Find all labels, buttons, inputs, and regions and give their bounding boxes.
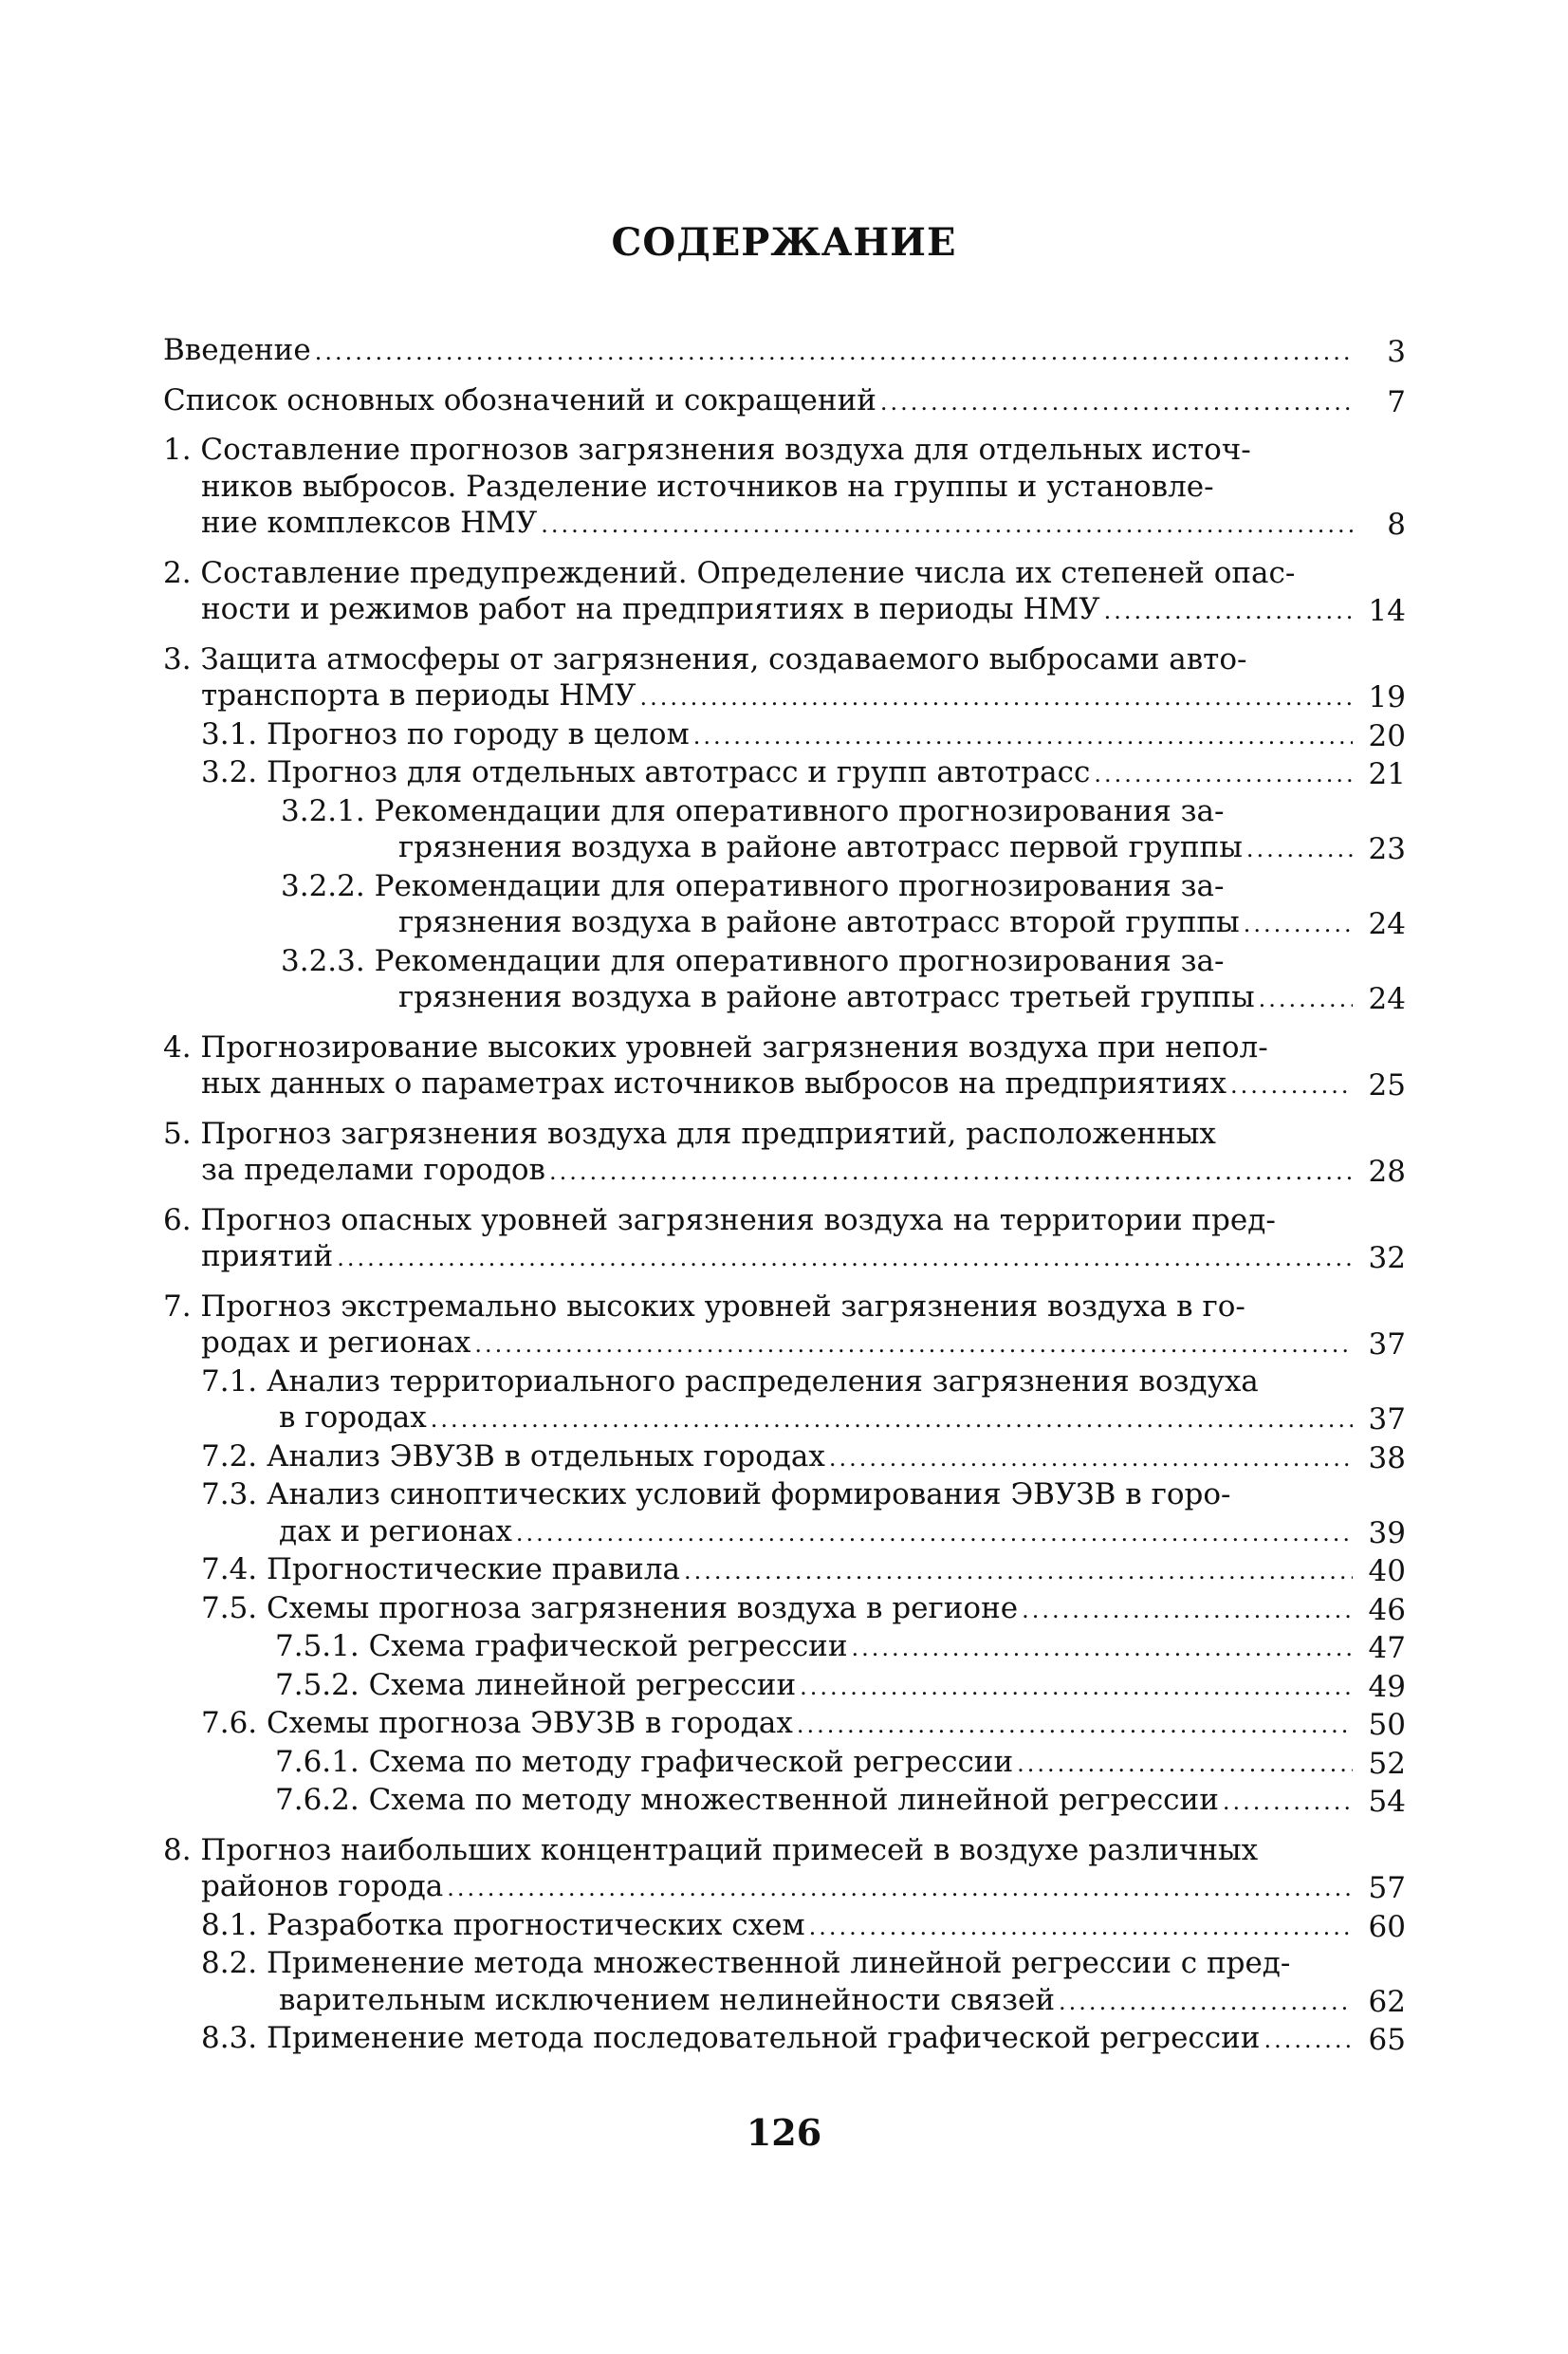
- toc-entry-last-line: [201, 754, 1356, 793]
- toc-entry-last-line: [163, 505, 1356, 544]
- toc-entry-label: 7.5.1. Схема графической регрессии: [275, 1629, 848, 1663]
- toc-entry-last-line: [201, 1551, 1356, 1590]
- toc-entry-label: транспорта в периоды НМУ: [201, 678, 636, 713]
- toc-entry-label: 7.2. Анализ ЭВУЗВ в отдельных городах: [201, 1438, 825, 1474]
- toc-page-number: 46: [1368, 1592, 1406, 1627]
- toc-entry-last-line: [281, 979, 1356, 1018]
- toc-entry-text: [163, 382, 1356, 421]
- toc-page-number: 52: [1368, 1746, 1406, 1781]
- toc-entry-last-line: [281, 829, 1356, 868]
- toc-entry-text: [163, 716, 1356, 755]
- toc-entry-text: [163, 332, 1356, 371]
- toc-entry-line: 7.3. Анализ синоптических условий формирования ЭВУЗВ в горо-: [201, 1477, 1231, 1511]
- toc-page-number: 57: [1368, 1871, 1406, 1905]
- toc-entry-line: 6. Прогноз опасных уровней загрязнения воздуха на территории пред-: [163, 1202, 1276, 1237]
- toc-entry: [163, 1029, 1406, 1104]
- dot-leader: [1059, 1984, 1353, 2021]
- toc-title: СОДЕРЖАНИЕ: [611, 220, 957, 265]
- toc-entry-label: ности и режимов работ на предприятиях в периоды НМУ: [201, 592, 1100, 626]
- dot-leader: [852, 1630, 1353, 1667]
- toc-entry: [163, 555, 1406, 630]
- dot-leader: [541, 507, 1353, 544]
- dot-leader: [431, 1401, 1353, 1438]
- toc-entry-label: 7.5.2. Схема линейной регрессии: [275, 1667, 797, 1702]
- toc-entry-last-line: [163, 677, 1356, 716]
- toc-entry-label: Список основных обозначений и сокращений: [163, 382, 876, 417]
- dot-leader: [1246, 831, 1353, 868]
- toc-entry-text: [163, 1476, 1356, 1551]
- toc-page-number: 21: [1368, 757, 1406, 791]
- toc-entry-line: 3.2.1. Рекомендации для оперативного прогнозирования за-: [281, 793, 1225, 828]
- toc-entry: [163, 943, 1406, 1018]
- toc-entry: [163, 432, 1406, 544]
- toc-entry: [163, 1202, 1406, 1277]
- dot-leader: [800, 1669, 1353, 1706]
- toc-entry-line: 7. Прогноз экстремально высоких уровней загрязнения воздуха в го-: [163, 1288, 1245, 1324]
- toc-entry: [163, 1116, 1406, 1191]
- toc-entry-text: [163, 793, 1356, 868]
- toc-entry-label: районов города: [201, 1869, 444, 1903]
- toc-entry-text: [163, 1705, 1356, 1744]
- toc-entry-label: 7.6. Схемы прогноза ЭВУЗВ в городах: [201, 1706, 793, 1740]
- dot-leader: [797, 1707, 1353, 1744]
- toc-entry: [163, 793, 1406, 868]
- toc-entry: [163, 382, 1406, 421]
- toc-page-number: 25: [1368, 1068, 1406, 1103]
- toc-entry-last-line: [201, 1982, 1356, 2021]
- toc-entry: [163, 1832, 1406, 1907]
- toc-entry: [163, 1907, 1406, 1946]
- toc-page-number: 32: [1368, 1241, 1406, 1275]
- toc-entry-last-line: [201, 1399, 1356, 1438]
- toc-entry-last-line: [163, 1238, 1356, 1277]
- toc-page-number: 3: [1387, 335, 1406, 369]
- dot-leader: [809, 1909, 1353, 1946]
- toc-entry: [163, 754, 1406, 793]
- toc-page-number: 65: [1368, 2023, 1406, 2057]
- toc-page-number: 37: [1368, 1402, 1406, 1436]
- toc-entry-text: [163, 868, 1356, 943]
- toc-page-number: 37: [1368, 1327, 1406, 1362]
- page-number: 126: [746, 2111, 822, 2154]
- toc-entry-label: 8.3. Применение метода последовательной графической регрессии: [201, 2021, 1261, 2055]
- dot-leader: [684, 1553, 1353, 1590]
- toc-entry-label: грязнения воздуха в районе автотрасс третьей группы: [398, 980, 1255, 1014]
- toc-entry-label: 3.2. Прогноз для отдельных автотрасс и групп автотрасс: [201, 755, 1091, 789]
- toc-page-number: 23: [1368, 832, 1406, 866]
- toc-entry-text: [163, 1363, 1356, 1438]
- toc-entry: [163, 1551, 1406, 1590]
- dot-leader: [1094, 756, 1353, 793]
- dot-leader: [549, 1154, 1353, 1191]
- toc-entry-label: 8.1. Разработка прогностических схем: [201, 1907, 805, 1942]
- toc-entry: [163, 716, 1406, 755]
- dot-leader: [516, 1515, 1353, 1552]
- toc-entry-text: [163, 1116, 1356, 1191]
- toc-entry-text: [163, 2020, 1356, 2059]
- toc-entry: [163, 641, 1406, 716]
- dot-leader: [693, 718, 1353, 755]
- toc-entry: [163, 1705, 1406, 1744]
- dot-leader: [1017, 1746, 1353, 1783]
- toc-entry-label: за пределами городов: [201, 1153, 545, 1187]
- toc-entry: [163, 1667, 1406, 1706]
- toc-entry: [163, 1945, 1406, 2020]
- toc-entry-text: [163, 641, 1356, 716]
- toc-entry-last-line: [201, 1513, 1356, 1552]
- toc-entry-label: 3.1. Прогноз по городу в целом: [201, 716, 690, 751]
- toc-entry-last-line: [163, 382, 1356, 421]
- toc-entry-text: [163, 1667, 1356, 1706]
- toc-entry: [163, 1363, 1406, 1438]
- toc-page-number: 40: [1368, 1554, 1406, 1588]
- toc-page-number: 47: [1368, 1631, 1406, 1665]
- toc-entry-line: 4. Прогнозирование высоких уровней загрязнения воздуха при непол-: [163, 1029, 1268, 1065]
- toc-entry: [163, 1782, 1406, 1821]
- toc-page-number: 49: [1368, 1669, 1406, 1704]
- toc-entry-last-line: [275, 1667, 1356, 1706]
- toc-page-number: 54: [1368, 1785, 1406, 1819]
- dot-leader: [1259, 981, 1353, 1018]
- toc-entry-line: 7.1. Анализ территориального распределения загрязнения воздуха: [201, 1363, 1259, 1399]
- toc-entry-label: 7.6.2. Схема по методу множественной линейной регрессии: [275, 1783, 1219, 1817]
- toc-page-number: 24: [1368, 982, 1406, 1016]
- toc-entry-last-line: [275, 1744, 1356, 1783]
- toc-entry-text: [163, 1907, 1356, 1946]
- toc-entry-text: [163, 555, 1356, 630]
- dot-leader: [337, 1240, 1353, 1277]
- toc-page-number: 20: [1368, 718, 1406, 753]
- dot-leader: [880, 384, 1353, 421]
- toc-entry-line: 2. Составление предупреждений. Определение числа их степеней опас-: [163, 555, 1296, 590]
- toc-entry-label: 7.4. Прогностические правила: [201, 1552, 681, 1586]
- toc-entry-last-line: [163, 1868, 1356, 1907]
- toc-page-number: 14: [1368, 594, 1406, 628]
- toc-entry-last-line: [163, 1325, 1356, 1363]
- toc-page-number: 28: [1368, 1155, 1406, 1189]
- toc-entry: [163, 1438, 1406, 1477]
- toc-entry-last-line: [201, 1907, 1356, 1946]
- toc-entry-text: [163, 1590, 1356, 1629]
- toc-entry-text: [163, 1438, 1356, 1477]
- toc-entry-last-line: [163, 1066, 1356, 1104]
- toc-entry-label: грязнения воздуха в районе автотрасс второй группы: [398, 905, 1240, 939]
- toc-page-number: 38: [1368, 1440, 1406, 1475]
- toc-entry: [163, 1590, 1406, 1629]
- toc-entry-text: [163, 432, 1356, 544]
- toc-entry-line: 8. Прогноз наибольших концентраций примесей в воздухе различных: [163, 1832, 1259, 1867]
- toc-page-number: 24: [1368, 907, 1406, 941]
- dot-leader: [829, 1440, 1353, 1477]
- toc-page-number: 19: [1368, 680, 1406, 714]
- dot-leader: [1264, 2022, 1353, 2059]
- toc-entry-last-line: [201, 1590, 1356, 1629]
- toc-page-number: 60: [1368, 1909, 1406, 1944]
- toc-entry-line: ников выбросов. Разделение источников на группы и установле-: [201, 469, 1214, 504]
- toc-entry-text: [163, 1945, 1356, 2020]
- toc-page-number: 7: [1387, 384, 1406, 419]
- toc-entry-text: [163, 1628, 1356, 1667]
- toc-entry-text: [163, 754, 1356, 793]
- toc-entry-line: 5. Прогноз загрязнения воздуха для предприятий, расположенных: [163, 1116, 1216, 1151]
- toc-entry-label: ных данных о параметрах источников выбросов на предприятиях: [201, 1066, 1227, 1101]
- dot-leader: [447, 1870, 1353, 1907]
- toc-entry: [163, 1288, 1406, 1363]
- toc-entry-line: 3.2.2. Рекомендации для оперативного прогнозирования за-: [281, 868, 1225, 903]
- toc-entry-line: 3.2.3. Рекомендации для оперативного прогнозирования за-: [281, 943, 1225, 978]
- toc-page-number: 39: [1368, 1515, 1406, 1550]
- dot-leader: [1104, 593, 1353, 630]
- toc-page-number: 50: [1368, 1708, 1406, 1742]
- toc-entry-last-line: [201, 716, 1356, 755]
- toc-entry-text: [163, 1744, 1356, 1783]
- toc-entry-text: [163, 1832, 1356, 1907]
- dot-leader: [315, 334, 1353, 371]
- toc-entry-last-line: [163, 591, 1356, 630]
- dot-leader: [639, 679, 1353, 716]
- toc-entry-text: [163, 1202, 1356, 1277]
- toc-entry: [163, 1476, 1406, 1551]
- toc-entry: [163, 1744, 1406, 1783]
- toc-entry-label: приятий: [201, 1239, 334, 1273]
- dot-leader: [1244, 906, 1353, 943]
- toc-entry-label: дах и регионах: [279, 1513, 512, 1548]
- toc-entry-label: родах и регионах: [201, 1325, 471, 1360]
- toc-entry-text: [163, 1288, 1356, 1363]
- toc-entry: [163, 1628, 1406, 1667]
- dot-leader: [1230, 1067, 1353, 1104]
- toc-entry-label: 7.5. Схемы прогноза загрязнения воздуха в регионе: [201, 1590, 1019, 1625]
- dot-leader: [1022, 1592, 1353, 1629]
- toc-entry-label: Введение: [163, 333, 311, 367]
- toc-entry-last-line: [275, 1782, 1356, 1821]
- toc-entry-label: варительным исключением нелинейности связей: [279, 1982, 1056, 2017]
- toc-entry-last-line: [201, 1705, 1356, 1744]
- dot-leader: [474, 1326, 1353, 1363]
- toc-entry-last-line: [275, 1628, 1356, 1667]
- toc-entry-line: 8.2. Применение метода множественной линейной регрессии с пред-: [201, 1946, 1291, 1980]
- toc-entry-label: грязнения воздуха в районе автотрасс первой группы: [398, 830, 1243, 864]
- toc-entry-last-line: [163, 1152, 1356, 1191]
- toc-entry-text: [163, 1029, 1356, 1104]
- toc-entry-last-line: [163, 332, 1356, 371]
- toc-entry-last-line: [201, 1438, 1356, 1477]
- toc-entry: [163, 332, 1406, 371]
- toc-entry: [163, 2020, 1406, 2059]
- toc-page-number: 8: [1387, 508, 1406, 542]
- toc-page-number: 62: [1368, 1984, 1406, 2019]
- toc-entry-last-line: [281, 904, 1356, 943]
- toc-entry-label: 7.6.1. Схема по методу графической регрессии: [275, 1744, 1014, 1779]
- toc-entry: [163, 868, 1406, 943]
- toc-entry-label: в городах: [279, 1400, 427, 1435]
- toc-entry-line: 1. Составление прогнозов загрязнения воздуха для отдельных источ-: [163, 433, 1251, 467]
- toc-entry-label: ние комплексов НМУ: [201, 506, 538, 540]
- toc-entry-line: 3. Защита атмосферы от загрязнения, создаваемого выбросами авто-: [163, 641, 1247, 677]
- toc-entry-text: [163, 1782, 1356, 1821]
- toc-entry-text: [163, 943, 1356, 1018]
- dot-leader: [1223, 1784, 1353, 1821]
- toc-entry-text: [163, 1551, 1356, 1590]
- table-of-contents: [163, 332, 1406, 2059]
- toc-entry-last-line: [201, 2020, 1356, 2059]
